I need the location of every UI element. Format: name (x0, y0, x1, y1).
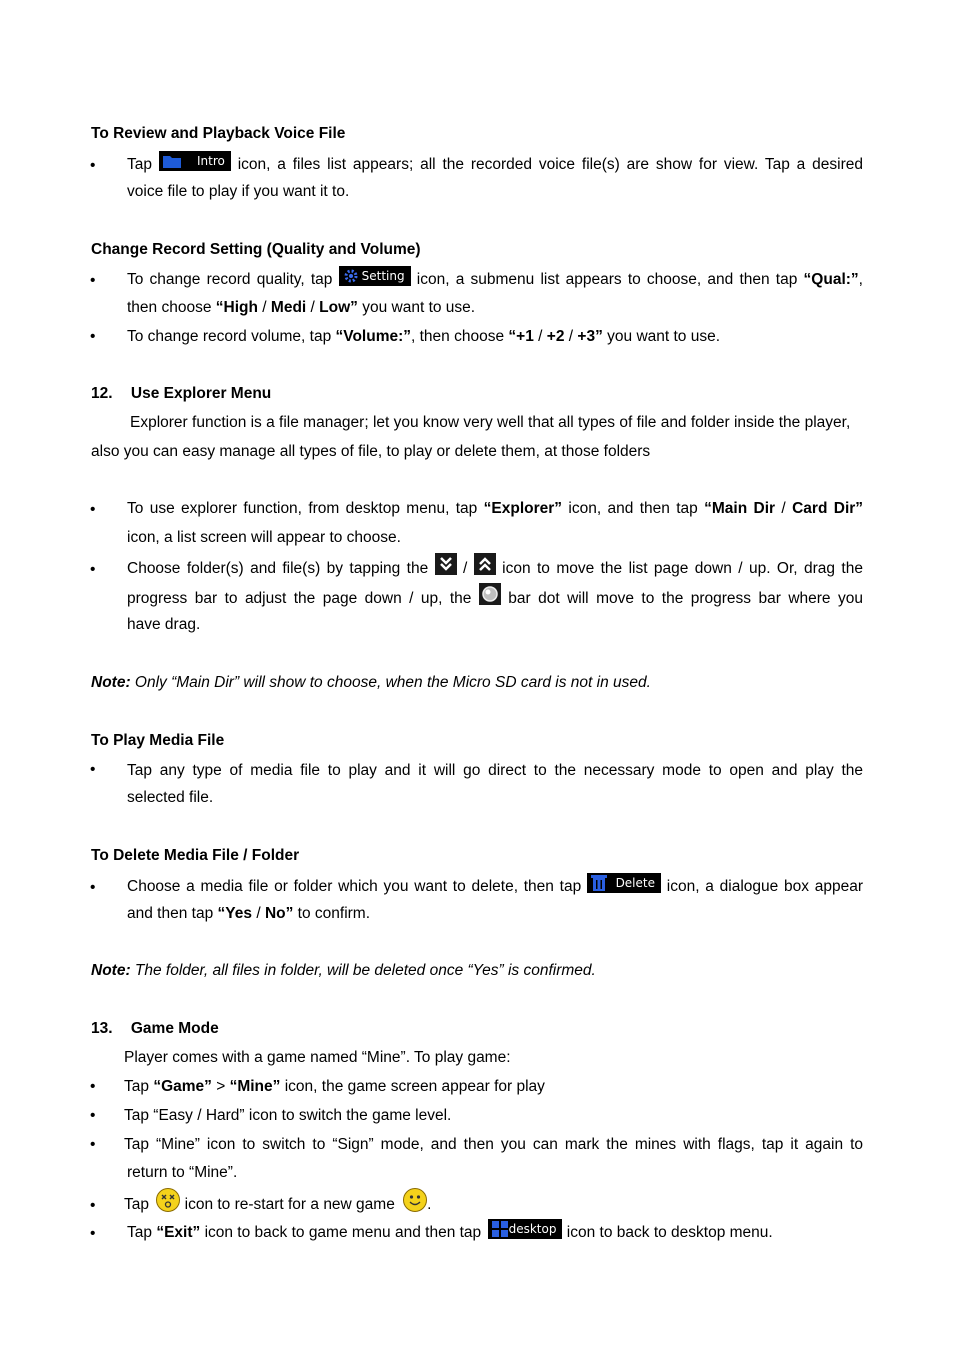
note-label: Note: (91, 962, 131, 979)
text: , then choose (411, 328, 505, 345)
bullet: • (90, 879, 96, 896)
vol-plus1: “+1 (508, 328, 534, 345)
trash-icon (591, 874, 607, 892)
mine-label: “Mine” (229, 1078, 281, 1095)
card-dir-label: Card Dir” (792, 500, 864, 517)
text: to confirm. (297, 905, 371, 922)
medi-option: Medi (270, 299, 307, 316)
text: icon, the game screen appear for play (284, 1078, 545, 1095)
text: icon, a files list appears; all the recorded voice file(s) are show for view. Tap a desired (237, 156, 863, 173)
page-down-icon (435, 553, 457, 575)
folder-icon (163, 154, 181, 168)
text: Tap (127, 156, 152, 173)
bullet: • (90, 328, 96, 345)
text: Choose a media file or folder which you want to delete, then tap (127, 878, 582, 895)
intro-folder-icon (159, 151, 231, 171)
heading-text: Game Mode (130, 1020, 219, 1037)
main-dir-label: “Main Dir (704, 500, 776, 517)
text: icon, a submenu list appears to choose, and then tap (416, 271, 798, 288)
vol-plus3: +3” (577, 328, 603, 345)
text: icon, a dialogue box appear (666, 878, 864, 895)
text: / (538, 328, 543, 345)
bullet: • (90, 1107, 96, 1124)
game-bullet1 (124, 1078, 545, 1096)
bullet: • (90, 501, 96, 518)
explorer-bullet2-line2 (127, 584, 863, 614)
game-intro: Player comes with a game named “Mine”. To play game: (124, 1049, 511, 1066)
explorer-intro-line2: also you can easy manage all types of file, to play or delete them, at those folders (91, 443, 651, 460)
text: progress bar to adjust the page down / up, the (127, 590, 472, 607)
delete-icon (587, 873, 661, 893)
text: / (781, 500, 786, 517)
explorer-intro-line1: Explorer function is a file manager; let you know very well that all types of file and folder inside the player, (130, 414, 851, 431)
bullet: • (90, 157, 96, 174)
high-option: “High (215, 299, 258, 316)
text: To use explorer function, from desktop menu, tap (127, 500, 478, 517)
text: / (262, 299, 267, 316)
text: > (216, 1078, 226, 1095)
text: icon to move the list page down / up. Or, drag the (502, 560, 863, 577)
game-label: “Game” (153, 1078, 212, 1095)
game-bullet4 (124, 1190, 431, 1220)
play-bullet-line2: selected file. (127, 789, 214, 806)
review-bullet-line2: voice file to play if you want it to. (127, 183, 350, 200)
text: Tap (127, 1224, 152, 1241)
text: , (858, 271, 863, 288)
text: Tap (124, 1196, 149, 1213)
section-heading-delete: To Delete Media File / Folder (91, 847, 300, 864)
yes-option: “Yes (217, 905, 252, 922)
bullet: • (90, 761, 96, 778)
bullet: • (90, 1136, 96, 1153)
text: icon to back to desktop menu. (566, 1224, 773, 1241)
text: you want to use. (362, 299, 476, 316)
vol-plus2: +2 (546, 328, 565, 345)
section-heading-review: To Review and Playback Voice File (91, 125, 346, 142)
note-text: Only “Main Dir” will show to choose, when the Micro SD card is not in used. (134, 674, 651, 691)
text: bar dot will move to the progress bar where you (508, 590, 863, 607)
heading-number: 12. (91, 385, 113, 402)
progress-dot-icon (479, 583, 501, 605)
bullet: • (90, 1078, 96, 1095)
intro-icon-label: Intro (196, 153, 225, 168)
gear-icon (343, 268, 359, 284)
explorer-bullet2-line1 (127, 554, 863, 584)
text: Choose folder(s) and file(s) by tapping the (127, 560, 429, 577)
bullet: • (90, 1225, 96, 1242)
text: you want to use. (607, 328, 721, 345)
section-heading-record: Change Record Setting (Quality and Volume) (91, 241, 421, 258)
volume-label: “Volume:” (335, 328, 412, 345)
record-bullet1-line1 (127, 265, 863, 295)
smiley-face-icon (403, 1188, 427, 1212)
text: Tap (124, 1078, 149, 1095)
record-bullet1-line2 (127, 299, 475, 317)
explorer-bullet1-line1 (127, 494, 863, 524)
delete-bullet-line1 (127, 872, 863, 902)
explorer-bullet1-line2: icon, a list screen will appear to choose. (127, 529, 401, 546)
heading-number: 13. (91, 1020, 113, 1037)
text: / (310, 299, 315, 316)
text: / (463, 560, 468, 577)
desktop-icon-label: desktop (508, 1221, 557, 1236)
exit-label: “Exit” (156, 1224, 201, 1241)
text: icon, and then tap (568, 500, 698, 517)
bullet: • (90, 561, 96, 578)
delete-icon-label: Delete (615, 875, 655, 890)
qual-label: “Qual:” (803, 271, 859, 288)
game-bullet3-line2: return to “Mine”. (127, 1164, 238, 1181)
desktop-icon (488, 1219, 562, 1239)
no-option: No” (264, 905, 294, 922)
note-micro-sd (91, 674, 651, 692)
game-bullet3-line1: Tap “Mine” icon to switch to “Sign” mode, and then you can mark the mines with flags, tap it again to (124, 1136, 863, 1153)
text: / (256, 905, 261, 922)
note-label: Note: (91, 674, 131, 691)
text: To change record volume, tap (127, 328, 332, 345)
text: . (427, 1196, 432, 1213)
record-bullet2 (127, 328, 720, 346)
text: then choose (127, 299, 212, 316)
page-up-icon (474, 553, 496, 575)
section-heading-play: To Play Media File (91, 732, 225, 749)
game-bullet5 (127, 1218, 773, 1248)
note-delete (91, 962, 596, 980)
explorer-label: “Explorer” (483, 500, 563, 517)
review-bullet-line1 (127, 150, 863, 180)
text: To change record quality, tap (127, 271, 333, 288)
game-bullet2: Tap “Easy / Hard” icon to switch the game level. (124, 1107, 452, 1124)
setting-icon-label: Setting (361, 268, 405, 283)
delete-bullet-line2 (127, 905, 370, 923)
setting-icon (339, 266, 411, 286)
play-bullet-line1: Tap any type of media file to play and it will go direct to the necessary mode to open and play the (127, 762, 863, 779)
grid-icon (492, 1221, 508, 1237)
explorer-bullet2-line3: have drag. (127, 616, 201, 633)
low-option: Low” (319, 299, 358, 316)
text: and then tap (127, 905, 214, 922)
heading-text: Use Explorer Menu (130, 385, 272, 402)
note-text: The folder, all files in folder, will be deleted once “Yes” is confirmed. (134, 962, 596, 979)
section-heading-explorer (91, 385, 271, 403)
text: icon to re-start for a new game (184, 1196, 395, 1213)
bullet: • (90, 1197, 96, 1214)
text: / (568, 328, 574, 345)
dead-face-icon (156, 1188, 180, 1212)
bullet: • (90, 272, 96, 289)
section-heading-game (91, 1020, 219, 1038)
text: icon to back to game menu and then tap (204, 1224, 482, 1241)
